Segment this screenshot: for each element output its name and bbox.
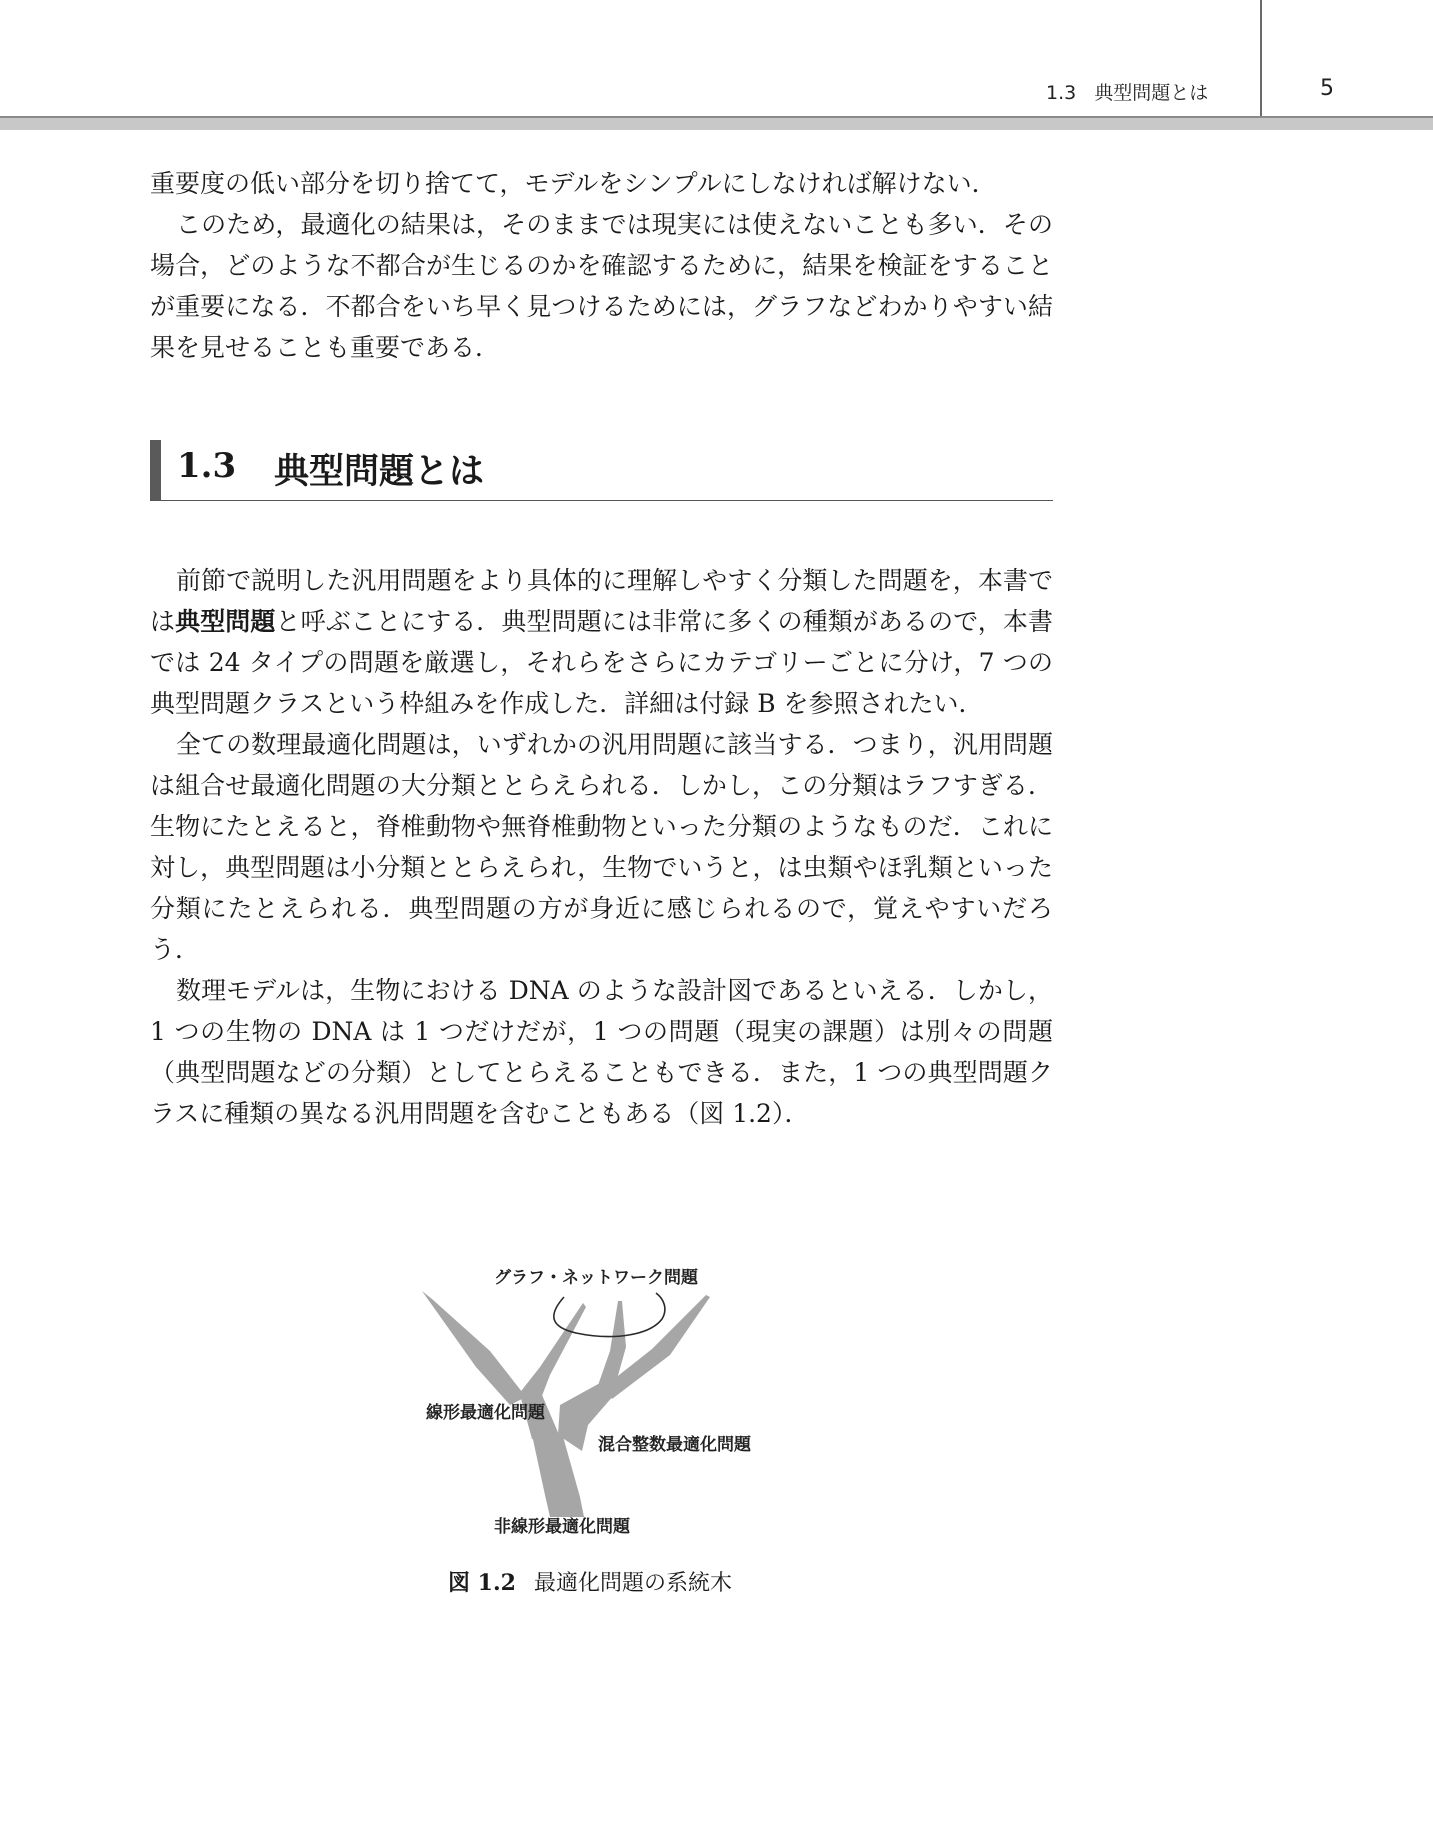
key-term: 典型問題 — [175, 607, 276, 636]
header-divider — [1260, 0, 1262, 118]
tree-branch-left-inner — [518, 1303, 586, 1401]
section-number: 1.3 — [177, 446, 237, 486]
page-number: 5 — [1320, 76, 1334, 101]
figure-caption — [448, 1566, 732, 1597]
running-header-section-number: 1.3 — [1046, 82, 1077, 104]
paragraph — [150, 560, 1053, 724]
label-linear: 線形最適化問題 — [426, 1403, 545, 1423]
section-title: 典型問題とは — [274, 452, 485, 492]
paragraph: このため，最適化の結果は，そのままでは現実には使えないことも多い．その場合，どのような不都合が生じるのかを確認するために，結果を検証をすることが重要になる．不都合をいち早く見つけるためには，グラフなどわかりやすい結果を見せることも重要である． — [150, 210, 1053, 362]
caption-number: 図 1.2 — [448, 1570, 516, 1596]
header-rule — [0, 116, 1433, 130]
paragraph-text: と呼ぶことにする．典型問題には非常に多くの種類があるので，本書では 24 タイプの問題を厳選し，それらをさらにカテゴリーごとに分け，7 つの典型問題クラスという枠組みを作成した．詳細は付録 B を参照されたい． — [150, 607, 1053, 718]
running-header — [1046, 78, 1208, 105]
phylogenetic-tree-figure — [400, 1255, 820, 1555]
paragraph: 重要度の低い部分を切り捨てて，モデルをシンプルにしなければ解けない． — [150, 169, 997, 198]
section-heading — [150, 440, 1053, 501]
label-graph-network: グラフ・ネットワーク問題 — [494, 1268, 698, 1288]
paragraph: 全ての数理最適化問題は，いずれかの汎用問題に該当する．つまり，汎用問題は組合せ最適化問題の大分類ととらえられる．しかし，この分類はラフすぎる．生物にたとえると，脊椎動物や無脊椎動物といった分類のようなものだ．これに対し，典型問題は小分類ととらえられ，生物でいうと，は虫類やほ乳類といった分類にたとえられる．典型問題の方が身近に感じられるので，覚えやすいだろう． — [150, 730, 1053, 964]
paragraph: 数理モデルは，生物における DNA のような設計図であるといえる．しかし，1 つの生物の DNA は 1 つだけだが，1 つの問題（現実の課題）は別々の問題（典型問題などの分類）としてとらえることもできる．また，1 つの典型問題クラスに種類の異なる汎用問題を含むこともある（図 1.2）． — [150, 976, 1053, 1128]
paragraph-text: 前節で説明した汎用問題をより具体的に理解しやすく分類した問題を，本書では — [150, 566, 1053, 636]
intro-text — [150, 163, 1053, 368]
label-mixed-integer: 混合整数最適化問題 — [596, 1429, 753, 1456]
section-body — [150, 560, 1053, 1134]
tree-branch-left-outer — [422, 1291, 526, 1405]
heading-marker — [150, 440, 161, 500]
running-header-title: 典型問題とは — [1094, 82, 1209, 104]
caption-text: 最適化問題の系統木 — [533, 1571, 732, 1596]
label-nonlinear: 非線形最適化問題 — [494, 1517, 630, 1537]
